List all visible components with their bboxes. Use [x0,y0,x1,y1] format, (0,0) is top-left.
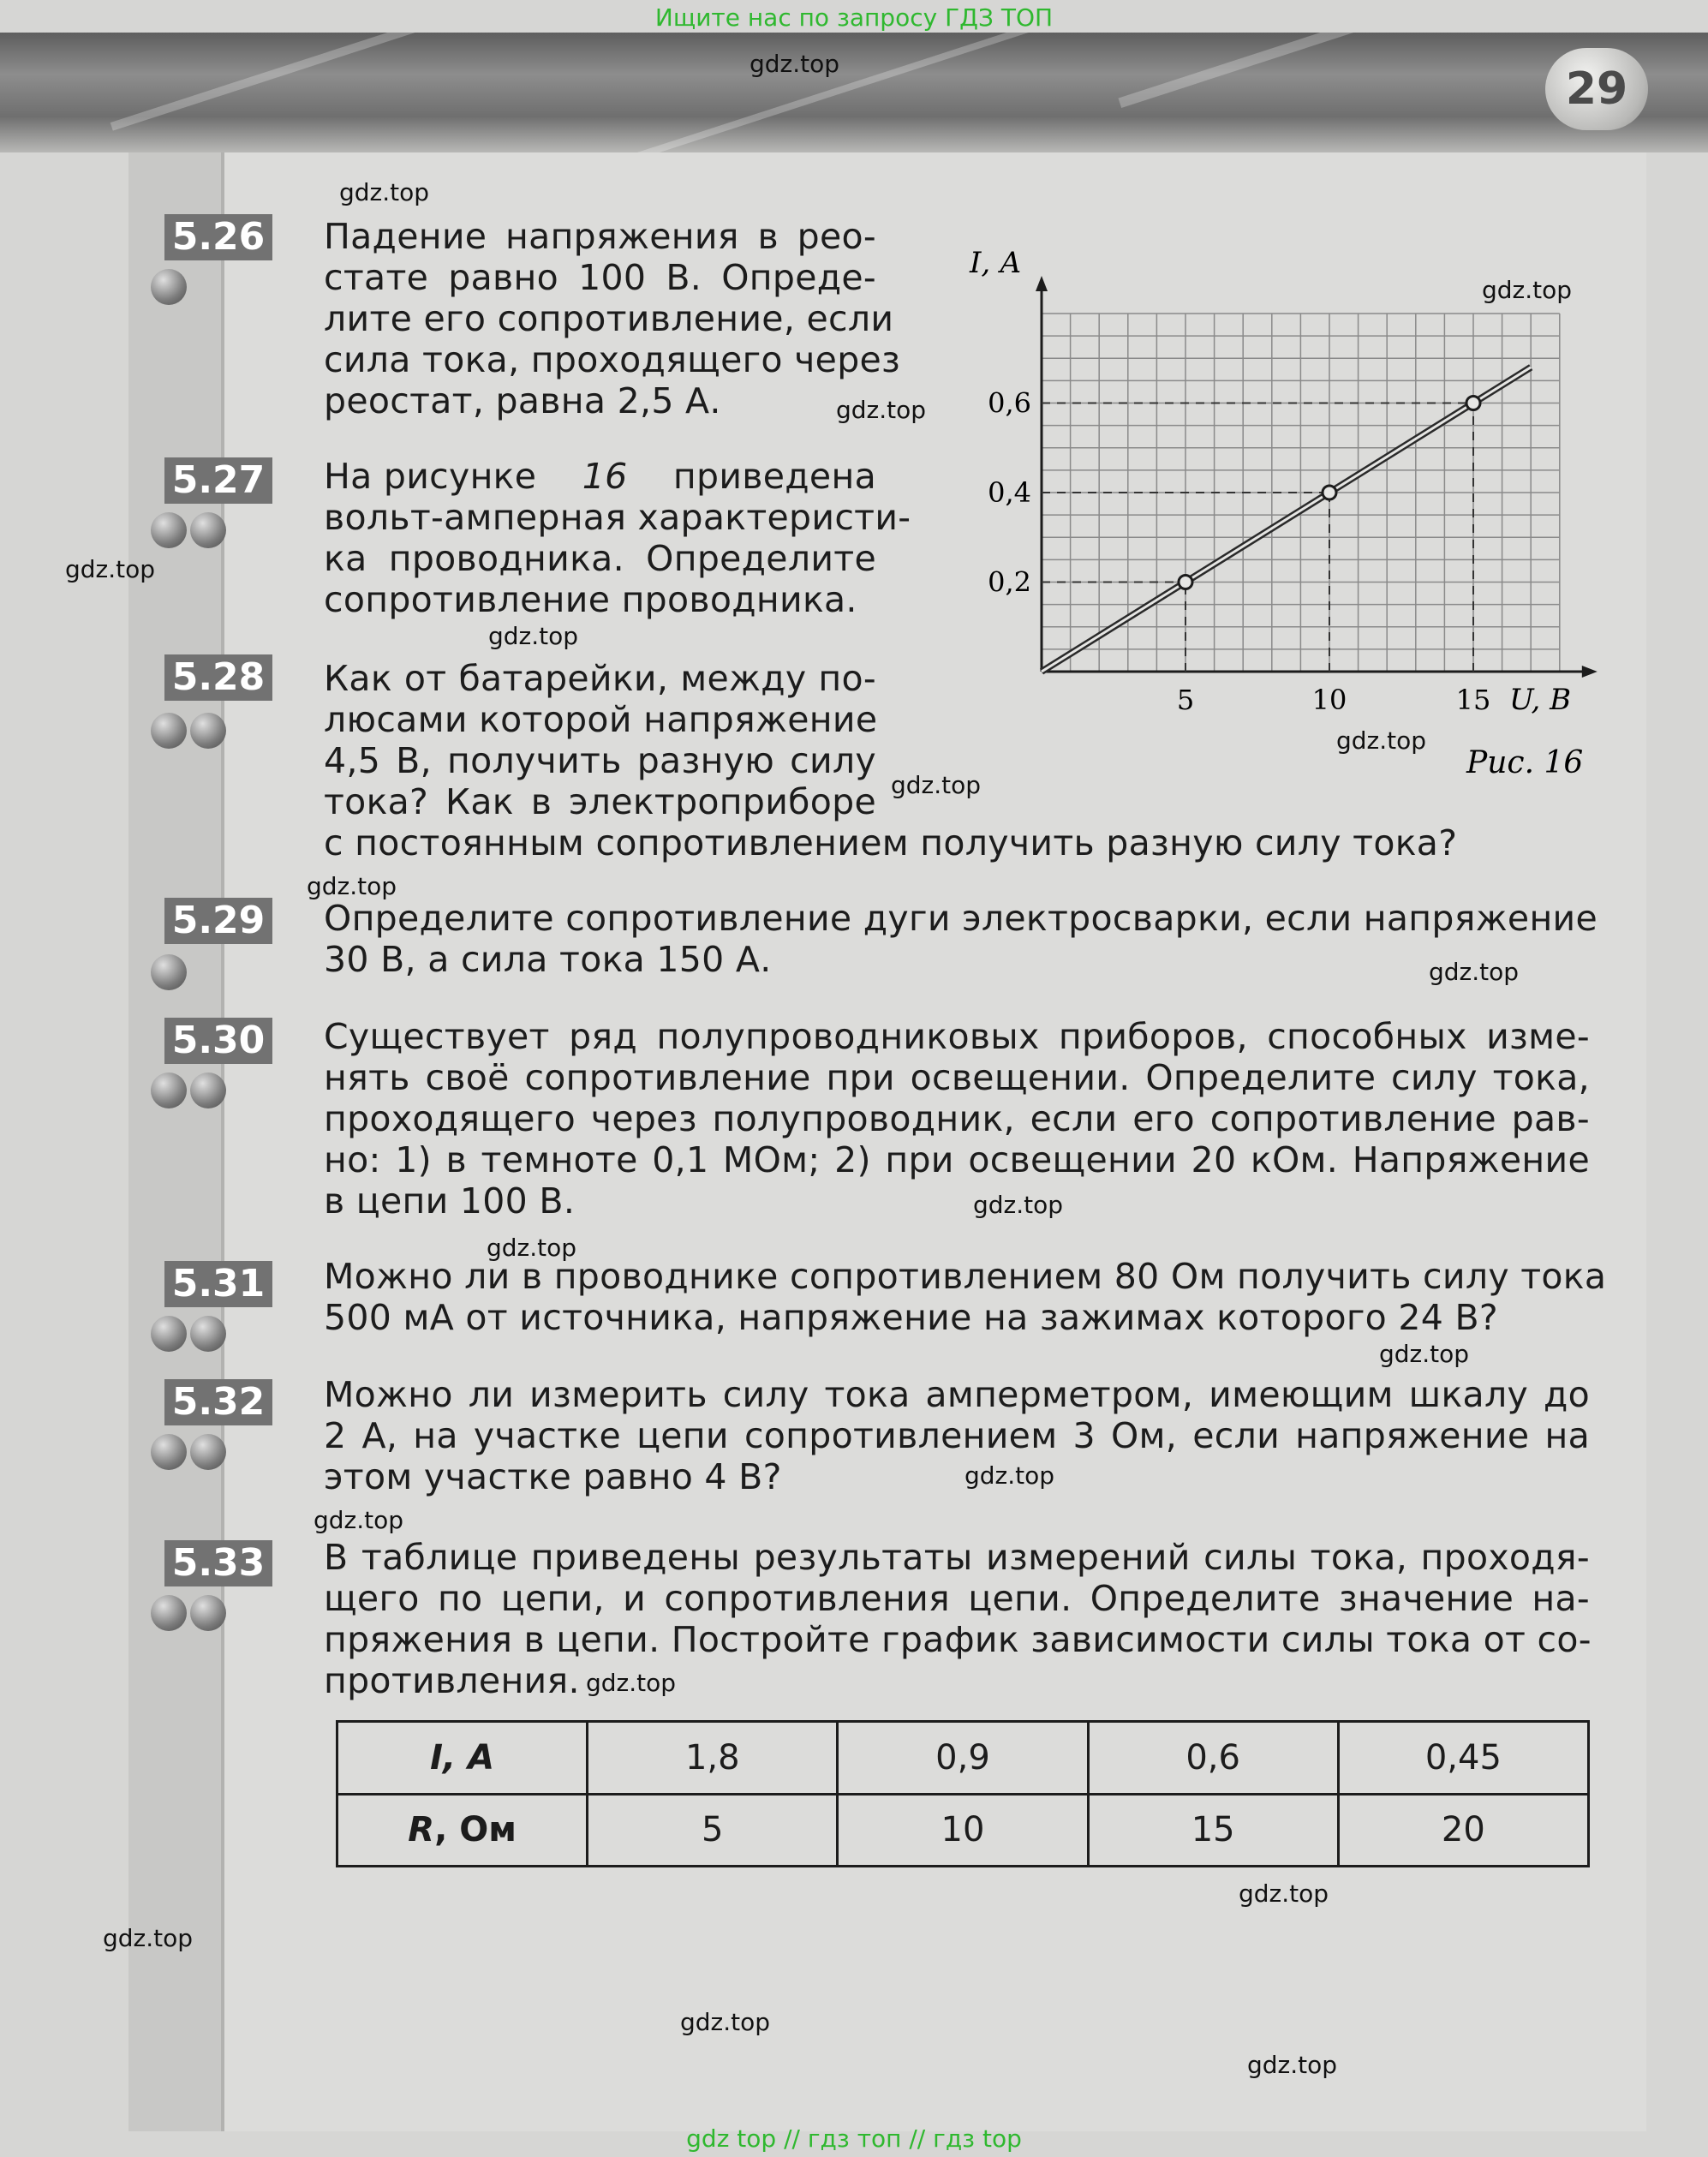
difficulty-ball-icon [190,713,226,749]
text-line: сила тока, проходящего через [324,339,901,380]
text-line: реостат, равна 2,5 А. [324,380,721,421]
watermark: gdz.top [307,872,397,900]
difficulty-indicator [151,1073,230,1110]
x-axis-label: U, В [1509,683,1572,717]
watermark: gdz.top [891,771,982,799]
watermark: gdz.top [749,50,840,78]
difficulty-indicator [151,954,190,992]
watermark: gdz.top [103,1924,194,1952]
problem-number-badge: 5.29 [164,898,272,944]
text-line: 4,5 В, получить разную силу [324,740,876,781]
difficulty-indicator [151,713,230,750]
top-search-link[interactable]: Ищите нас по запросу ГДЗ ТОП [654,3,1054,32]
difficulty-ball-icon [151,1316,187,1352]
watermark: gdz.top [1429,958,1520,986]
table-cell: 0,6 [1088,1722,1338,1795]
table-label-unit: , Ом [434,1810,517,1850]
page-header-banner [0,33,1708,152]
text-line: В таблице приведены результаты измерений силы тока, проходя- [324,1537,1590,1578]
x-tick-label: 10 [1311,684,1347,716]
table-cell: 20 [1338,1794,1588,1867]
problem-text [324,1016,1590,1222]
measurements-table [336,1720,1590,1867]
bottom-links[interactable]: gdz top // гдз топ // гдз top [686,2124,1022,2153]
data-point [1323,486,1336,499]
difficulty-indicator [151,512,230,550]
text-line: 30 В, а сила тока 150 А. [324,939,772,980]
x-axis-arrow-icon [1582,666,1598,678]
difficulty-ball-icon [190,1316,226,1352]
x-tick-label: 15 [1455,684,1491,716]
series-line-inner [1042,367,1531,672]
y-tick-label: 0,6 [988,386,1031,420]
table-cell: 10 [838,1794,1088,1867]
watermark: gdz.top [1336,726,1427,755]
text-line [324,456,876,497]
text-line: ка проводника. Определите [324,538,876,579]
problem-text [324,456,911,620]
problem-text [324,1537,1590,1701]
watermark: gdz.top [314,1506,404,1534]
x-tick-labels [1177,684,1491,716]
y-axis-label: I, А [970,246,1022,280]
watermark: gdz.top [487,1234,577,1262]
text-fragment: приведена [672,456,876,497]
problem-number-badge: 5.26 [164,214,272,260]
text-line: стате равно 100 В. Опреде- [324,257,876,298]
text-line: Существует ряд полупроводниковых приборов, способных изме- [324,1016,1590,1057]
difficulty-ball-icon [190,1073,226,1108]
text-fragment: На рисунке [324,456,537,497]
text-line: Можно ли измерить силу тока амперметром, имеющим шкалу до [324,1374,1590,1415]
table-row [337,1722,1589,1795]
text-line: Как от батарейки, между по- [324,658,876,699]
table-cell: 0,9 [838,1722,1088,1795]
difficulty-ball-icon [151,1595,187,1631]
watermark: gdz.top [973,1191,1064,1219]
watermark: gdz.top [1482,276,1573,304]
y-tick-label: 0,4 [988,476,1031,509]
table-header-cell [337,1794,588,1867]
table-cell: 1,8 [588,1722,838,1795]
text-line: сопротивление проводника. [324,579,857,620]
table-header-cell [337,1722,588,1795]
table-cell: 15 [1088,1794,1338,1867]
table-label: I, А [430,1737,495,1778]
problem-number-badge: 5.31 [164,1261,272,1307]
difficulty-ball-icon [151,954,187,990]
watermark: gdz.top [680,2008,771,2036]
text-line: с постоянным сопротивлением получить разную силу тока? [324,822,1458,863]
text-line: нять своё сопротивление при освещении. Определите силу тока, [324,1057,1590,1098]
series-line [1042,367,1531,672]
text-line: в цепи 100 В. [324,1180,576,1222]
problem-number-badge: 5.28 [164,654,272,701]
difficulty-indicator [151,1434,230,1472]
watermark: gdz.top [1247,2051,1338,2079]
page-number: 29 [1545,48,1648,130]
text-line: 2 А, на участке цепи сопротивлением 3 Ом, если напряжение на [324,1415,1590,1456]
vac-chart [925,223,1610,788]
difficulty-ball-icon [190,1595,226,1631]
margin-divider [221,152,224,2131]
problem-number-badge: 5.33 [164,1540,272,1586]
text-line: этом участке равно 4 В? [324,1456,782,1497]
problem-number-badge: 5.30 [164,1018,272,1064]
watermark: gdz.top [1239,1879,1329,1908]
difficulty-ball-icon [151,269,187,305]
data-point [1466,397,1480,410]
difficulty-ball-icon [190,1434,226,1470]
watermark: gdz.top [339,178,430,206]
text-line: вольт-амперная характеристи- [324,497,911,538]
watermark: gdz.top [488,622,579,650]
table-label-var: R [408,1810,435,1850]
watermark: gdz.top [586,1669,677,1697]
difficulty-indicator [151,1316,230,1353]
difficulty-ball-icon [151,512,187,548]
text-line: тока? Как в электроприборе [324,781,876,822]
difficulty-indicator [151,269,190,307]
text-line: проходящего через полупроводник, если его сопротивление рав- [324,1098,1590,1139]
table-cell: 0,45 [1338,1722,1588,1795]
text-line: 500 мА от источника, напряжение на зажимах которого 24 В? [324,1297,1498,1338]
text-line: Падение напряжения в рео- [324,216,876,257]
x-tick-label: 5 [1176,684,1195,716]
table-row [337,1794,1589,1867]
difficulty-ball-icon [151,1434,187,1470]
difficulty-ball-icon [190,512,226,548]
y-tick-labels [988,387,1031,599]
problem-number-badge: 5.27 [164,457,272,504]
problem-text [324,1374,1590,1497]
text-line: лите его сопротивление, если [324,298,894,339]
difficulty-ball-icon [151,1073,187,1108]
text-line: щего по цепи, и сопротивления цепи. Определите значение на- [324,1578,1590,1619]
watermark: gdz.top [1379,1340,1470,1368]
problem-text [324,1256,1606,1338]
table-cell: 5 [588,1794,838,1867]
figure-reference: 16 [582,456,628,497]
y-axis-arrow-icon [1036,276,1048,291]
text-line: Можно ли в проводнике сопротивлением 80 Ом получить силу тока [324,1256,1607,1297]
text-line: Определите сопротивление дуги электросварки, если напряжение [324,898,1598,939]
y-tick-label: 0,2 [988,565,1031,599]
watermark: gdz.top [65,555,156,583]
text-line: но: 1) в темноте 0,1 МОм; 2) при освещении 20 кОм. Напряжение [324,1139,1590,1180]
problem-number-badge: 5.32 [164,1379,272,1425]
left-margin-strip [128,152,224,2131]
watermark: gdz.top [836,396,927,424]
text-line: люсами которой напряжение [324,699,878,740]
difficulty-indicator [151,1595,230,1633]
problem-text [324,898,1598,980]
data-point [1179,576,1192,589]
text-line: противления. [324,1660,580,1701]
text-line: пряжения в цепи. Постройте график зависимости силы тока от со- [324,1619,1592,1660]
watermark: gdz.top [964,1461,1055,1490]
difficulty-ball-icon [151,713,187,749]
figure-caption: Рис. 16 [1466,745,1584,780]
